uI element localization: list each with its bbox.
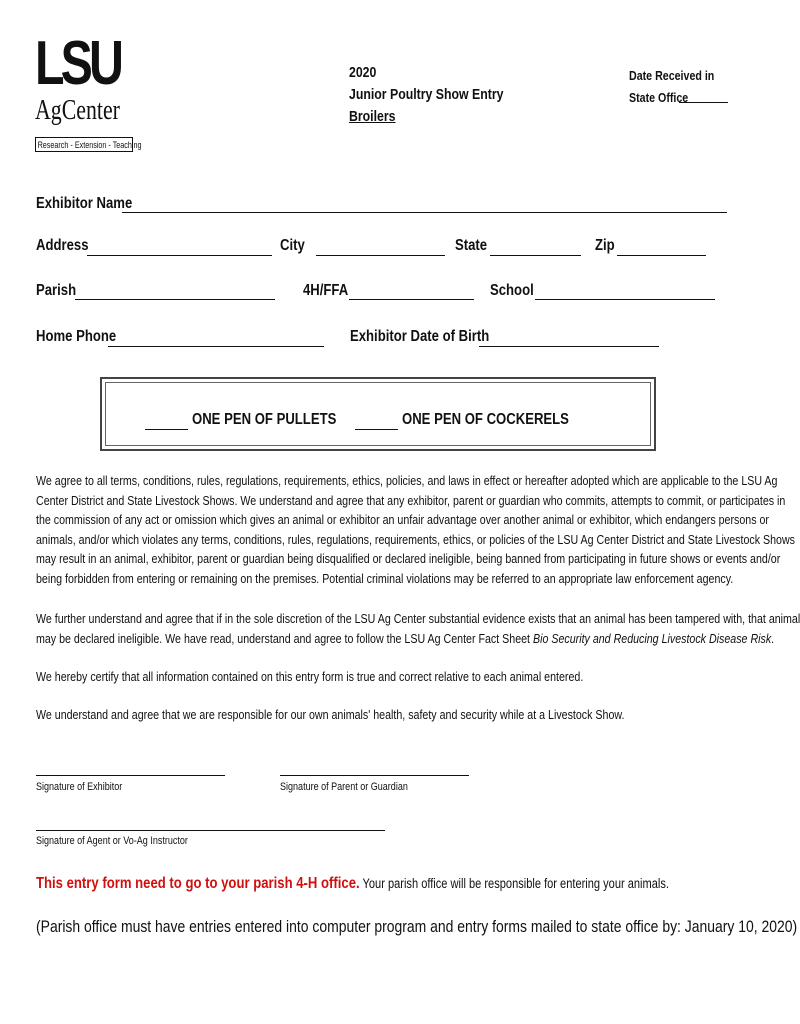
city-field[interactable] (316, 255, 445, 256)
pullets-option-label: ONE PEN OF PULLETS (192, 411, 337, 428)
state-office-label: State Office (629, 90, 689, 105)
dob-field[interactable] (479, 346, 659, 347)
terms-line: We agree to all terms, conditions, rules, regulations, requirements, ethics, policies, and laws in effect or hereafter adopted which are applicable to the LSU Ag (36, 473, 778, 488)
address-field[interactable] (87, 255, 272, 256)
agent-signature-line[interactable] (36, 830, 385, 831)
pullets-checkbox-line[interactable] (145, 429, 188, 430)
notice-red-text: This entry form need to go to your parish 4-H office. (36, 875, 360, 892)
zip-label: Zip (595, 237, 615, 254)
form-year: 2020 (349, 64, 377, 81)
dob-label: Exhibitor Date of Birth (350, 328, 490, 345)
exhibitor-signature-label: Signature of Exhibitor (36, 781, 123, 793)
school-label: School (490, 282, 534, 299)
home-phone-label: Home Phone (36, 328, 117, 345)
club-field[interactable] (349, 299, 474, 300)
exhibitor-signature-line[interactable] (36, 775, 225, 776)
responsibility-statement: We understand and agree that we are responsible for our own animals' health, safety and security while at a Livestock Show. (36, 707, 625, 722)
state-field[interactable] (490, 255, 581, 256)
notice-text: Your parish office will be responsible for entering your animals. (359, 876, 669, 891)
pen-selection-box (100, 377, 656, 451)
fact-sheet-title: Bio Security and Reducing Livestock Disease Risk (532, 630, 772, 646)
parish-field[interactable] (75, 299, 275, 300)
date-received-line[interactable] (679, 102, 728, 103)
exhibitor-name-field[interactable] (122, 212, 727, 213)
agent-signature-label: Signature of Agent or Vo-Ag Instructor (36, 835, 188, 847)
home-phone-field[interactable] (108, 346, 324, 347)
logo-name: AgCenter (35, 95, 120, 126)
parish-label: Parish (36, 282, 77, 299)
state-label: State (455, 237, 488, 254)
terms-line: may result in an animal, exhibitor, parent or guardian being disqualified or declared ineligible, being banned from participating in future shows or events and/or (36, 551, 781, 566)
terms-line: being forbidden from entering or remaining on the premises. Potential criminal violations may be referred to an appropriate law enforcement agency. (36, 570, 734, 586)
parish-office-notice (36, 875, 669, 893)
terms-line: Center District and State Livestock Shows. We understand and agree that any exhibitor, parent or guardian who commits, attempts to commit, or participates in (36, 492, 786, 508)
school-field[interactable] (535, 299, 715, 300)
address-label: Address (36, 237, 89, 254)
lsu-agcenter-logo (35, 29, 142, 153)
cockerels-checkbox-line[interactable] (355, 429, 398, 430)
deadline-notice: (Parish office must have entries entered into computer program and entry forms mailed to state office by: January 10, 2020) (36, 917, 798, 936)
exhibitor-name-label: Exhibitor Name (36, 195, 133, 212)
form-title: Junior Poultry Show Entry (349, 86, 504, 103)
terms-paragraph-2 (36, 609, 800, 648)
date-received-label: Date Received in (629, 68, 715, 83)
parent-signature-label: Signature of Parent or Guardian (280, 781, 408, 793)
terms-line: may be declared ineligible. We have read, understand and agree to follow the LSU Ag Center Fact Sheet Bio Security and Reducing Livestock Disease Risk. (36, 630, 775, 646)
terms-line: We further understand and agree that if in the sole discretion of the LSU Ag Center substantial evidence exists that an animal has been tampered with, that animal (36, 611, 800, 626)
club-label: 4H/FFA (303, 282, 349, 299)
form-category: Broilers (349, 108, 396, 125)
logo-tagline: Research - Extension - Teaching (35, 137, 133, 152)
logo-brand: LSU (35, 29, 121, 98)
form-title-block (349, 62, 503, 128)
parent-signature-line[interactable] (280, 775, 469, 776)
terms-line: the commission of any act or omission which gives an animal or exhibitor an unfair advantage over another animal or exhibitor, which endangers persons or (36, 512, 769, 527)
certify-statement: We hereby certify that all information contained on this entry form is true and correct relative to each animal entered. (36, 669, 584, 684)
terms-paragraph-1 (36, 471, 795, 588)
cockerels-option-label: ONE PEN OF COCKERELS (402, 411, 569, 428)
city-label: City (280, 237, 305, 254)
zip-field[interactable] (617, 255, 706, 256)
terms-line: animals, and/or which violates any terms, conditions, rules, regulations, requirements, ethics, or policies of the LSU Ag Center District and State Livestock Shows (36, 531, 795, 547)
